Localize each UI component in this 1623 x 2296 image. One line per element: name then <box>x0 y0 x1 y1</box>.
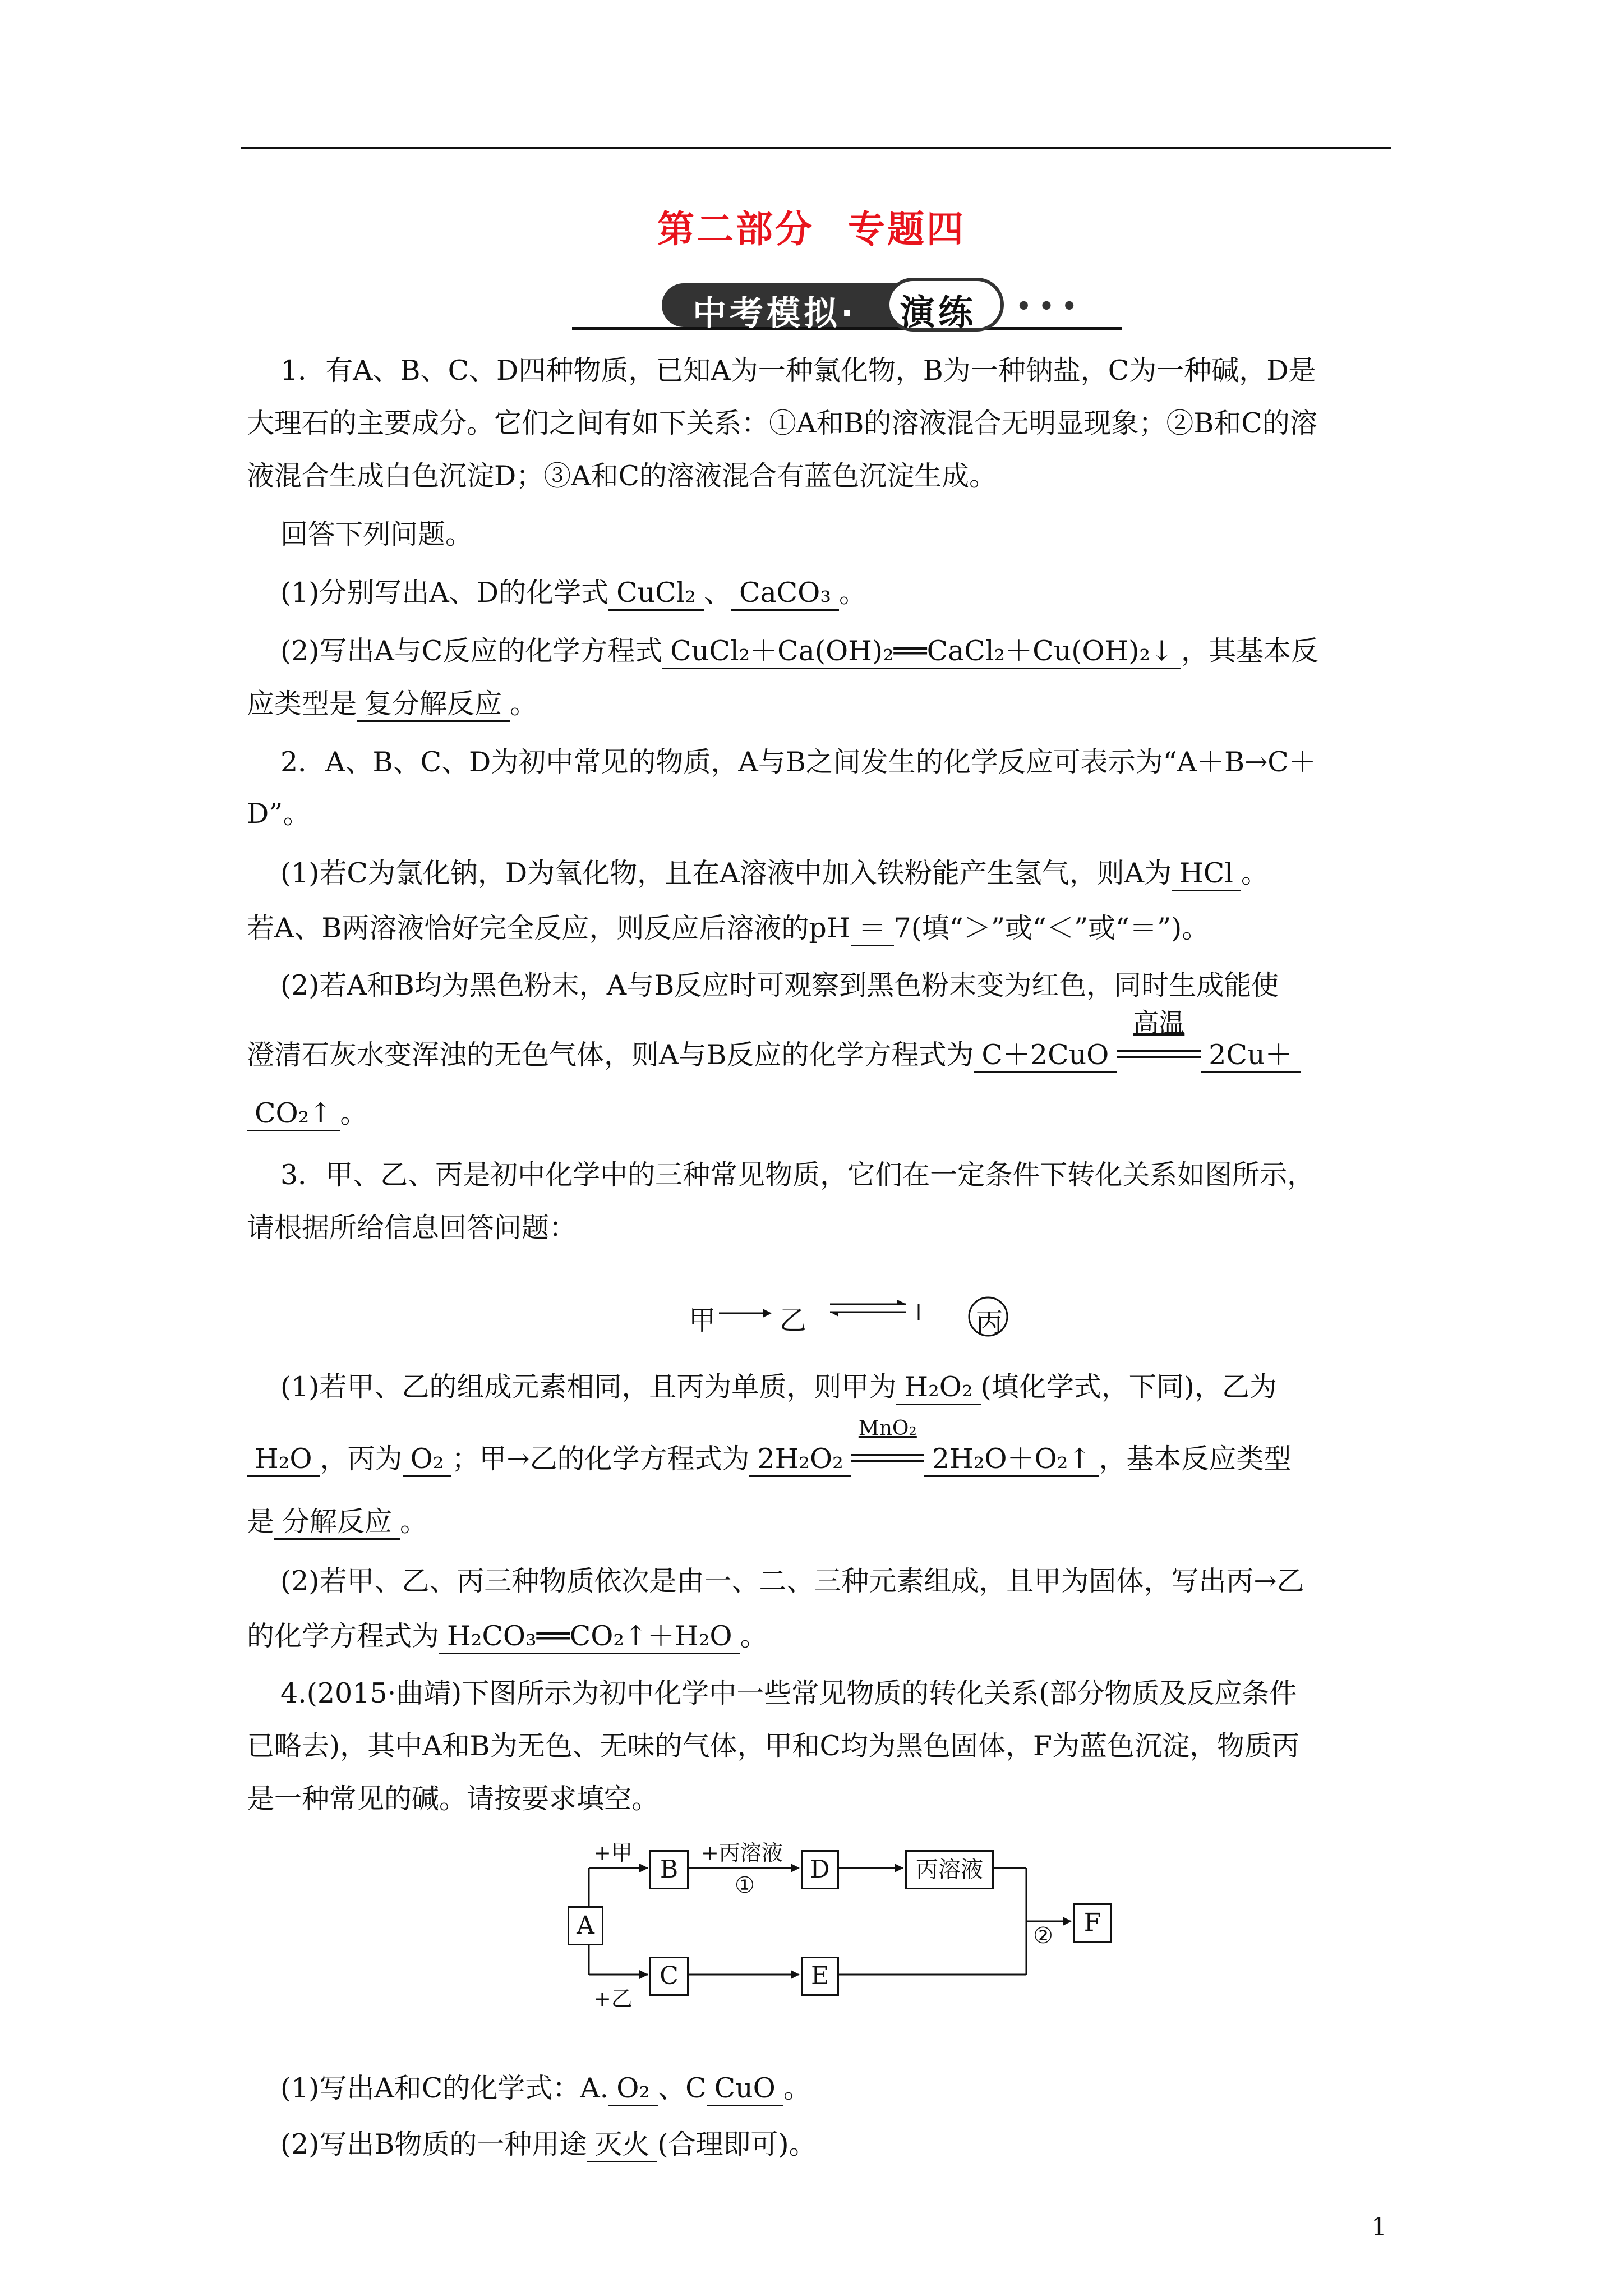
q1-part1 <box>280 574 1424 611</box>
q4-flow-diagram <box>566 1834 1127 2047</box>
q2-p2-line3-end: 。 <box>340 1097 368 1129</box>
q3-p2-line2-text: 的化学方程式为 <box>247 1620 440 1652</box>
q3-answer-eq-right: 2H₂O＋O₂↑ <box>924 1443 1099 1477</box>
q4-label-plus-jia: +甲 <box>593 1841 633 1865</box>
q3-part2-line2 <box>247 1618 1391 1655</box>
q4-node-d: D <box>801 1850 839 1889</box>
q1-part2 <box>280 633 1424 670</box>
q4-p2-end: (合理即可)。 <box>657 2128 817 2160</box>
q3-node-bing: 丙 <box>976 1307 1003 1338</box>
q4-node-c: C <box>649 1957 689 1996</box>
q4-line3: 是一种常见的碱。请按要求填空。 <box>247 1783 660 1815</box>
page-title <box>0 199 1623 252</box>
q4-node-e: E <box>801 1957 839 1996</box>
q2-p2-line2-text: 澄清石灰水变浑浊的无色气体，则A与B反应的化学方程式为 <box>247 1039 974 1071</box>
q4-node-b: B <box>649 1850 689 1889</box>
q3-part2-line1: (2)若甲、乙、丙三种物质依次是由一、二、三种元素组成，且甲为固体，写出丙→乙 <box>280 1565 1304 1597</box>
q1-p2-line2-end: 。 <box>510 688 538 720</box>
q4-label-step1: ① <box>735 1872 755 1898</box>
q1-p2-text: (2)写出A与C反应的化学方程式 <box>280 635 663 667</box>
q3-node-jia: 甲 <box>689 1305 716 1336</box>
q4-node-bing-solution: 丙溶液 <box>905 1850 994 1889</box>
q3-diagram-arrows <box>684 1287 1021 1338</box>
q3-condition <box>851 1417 924 1462</box>
q1-line4: 回答下列问题。 <box>280 518 473 550</box>
q4-p2-text: (2)写出B物质的一种用途 <box>280 2128 587 2160</box>
q1-p2-end: ，其基本反 <box>1181 635 1319 667</box>
q3-p1-line3-end: 。 <box>400 1506 428 1538</box>
q1-line3: 液混合生成白色沉淀D；③A和C的溶液混合有蓝色沉淀生成。 <box>247 460 997 492</box>
q4-label-plus-yi: +乙 <box>593 1986 633 2011</box>
q2-part2-line3 <box>247 1095 1391 1132</box>
q2-line2: D”。 <box>247 798 311 830</box>
q3-condition-text: MnO₂ <box>858 1417 917 1440</box>
q1-answer-d: CaCO₃ <box>731 577 839 611</box>
q4-p1-text: (1)写出A和C的化学式：A. <box>280 2072 609 2104</box>
q3-part1-line2 <box>247 1417 1391 1478</box>
section-banner <box>572 278 1122 334</box>
q4-answer-c: CuO <box>707 2072 783 2106</box>
q1-line1: 1．有A、B、C、D四种物质，已知A为一种氯化物，B为一种钠盐，C为一种碱，D是 <box>280 355 1316 386</box>
q4-label-step2: ② <box>1033 1923 1053 1949</box>
q3-answer-yi: H₂O <box>247 1443 320 1477</box>
q2-part1 <box>280 855 1424 892</box>
q2-answer-a: HCl <box>1172 857 1241 891</box>
q3-line1: 3．甲、乙、丙是初中化学中的三种常见物质，它们在一定条件下转化关系如图所示， <box>280 1159 1315 1191</box>
q1-part2-line2 <box>247 685 1391 723</box>
q2-condition-text: 高温 <box>1133 1007 1185 1038</box>
q2-condition <box>1117 1007 1201 1058</box>
q2-answer-ph: ＝ <box>851 912 894 946</box>
q3-p1-end: (填化学式，下同)，乙为 <box>980 1371 1277 1403</box>
title-part2: 专题四 <box>848 208 966 251</box>
q3-part1-line1 <box>280 1369 1424 1406</box>
q3-diagram <box>684 1287 1021 1338</box>
banner-left-text: 中考模拟· <box>693 294 857 333</box>
q3-answer-eq-left: 2H₂O₂ <box>749 1443 851 1477</box>
q4-p1-end: 。 <box>783 2072 811 2104</box>
header-rule <box>241 147 1391 149</box>
q1-answer-a: CuCl₂ <box>608 577 704 611</box>
q3-answer-type: 分解反应 <box>274 1506 400 1540</box>
q3-answer-equation: H₂CO₃══CO₂↑＋H₂O <box>439 1620 740 1654</box>
q2-answer-eq-right: 2Cu＋ <box>1201 1039 1300 1073</box>
q2-part2-line1: (2)若A和B均为黑色粉末，A与B反应时可观察到黑色粉末变为红色，同时生成能使 <box>280 969 1279 1001</box>
q3-p1-mid2: ；甲→乙的化学方程式为 <box>451 1443 750 1475</box>
q3-p1-line3-text: 是 <box>247 1506 275 1538</box>
q3-p1-mid3: ，基本反应类型 <box>1099 1443 1292 1475</box>
q4-p1-mid: 、C <box>658 2072 707 2104</box>
q3-line2: 请根据所给信息回答问题： <box>247 1212 577 1244</box>
q3-p2-end: 。 <box>740 1620 768 1652</box>
q2-line1: 2．A、B、C、D为初中常见的物质，A与B之间发生的化学反应可表示为“A＋B→C＋ <box>280 746 1316 778</box>
title-part1: 第二部分 <box>657 208 814 251</box>
q2-part2-line2 <box>247 1007 1391 1074</box>
q3-answer-bing: O₂ <box>403 1443 452 1477</box>
q2-answer-eq-left: C＋2CuO <box>974 1039 1117 1073</box>
q2-p1-end: 。 <box>1241 857 1269 889</box>
q2-p1b-text: 若A、B两溶液恰好完全反应，则反应后溶液的pH <box>247 912 851 944</box>
q4-answer-use: 灭火 <box>587 2128 657 2162</box>
q4-node-f: F <box>1073 1903 1112 1943</box>
q1-answer-equation: CuCl₂＋Ca(OH)₂══CaCl₂＋Cu(OH)₂↓ <box>662 635 1181 669</box>
q2-p1-text: (1)若C为氯化钠，D为氧化物，且在A溶液中加入铁粉能产生氢气，则A为 <box>280 857 1172 889</box>
q2-answer-co2: CO₂↑ <box>247 1097 340 1131</box>
q1-p1-end: 。 <box>838 577 866 609</box>
q1-p2-line2-text: 应类型是 <box>247 688 357 720</box>
q4-part2 <box>280 2126 1424 2163</box>
q2-p1b-end: 7(填“＞”或“＜”或“＝”)。 <box>893 912 1210 944</box>
banner-dots: ••• <box>1015 290 1084 324</box>
q3-part1-line3 <box>247 1503 1391 1540</box>
page-number: 1 <box>1371 2213 1387 2242</box>
q1-line2: 大理石的主要成分。它们之间有如下关系：①A和B的溶液混合无明显现象；②B和C的溶 <box>247 407 1317 439</box>
q4-label-plus-bing: +丙溶液 <box>701 1841 783 1865</box>
q1-answer-type: 复分解反应 <box>357 688 510 722</box>
q3-node-yi: 乙 <box>780 1305 807 1336</box>
banner-right-text: 演练 <box>900 292 977 333</box>
q3-p1-mid: ，丙为 <box>320 1443 403 1475</box>
q1-p1-text: (1)分别写出A、D的化学式 <box>280 577 609 609</box>
q4-line2: 已略去)，其中A和B为无色、无味的气体，甲和C均为黑色固体，F为蓝色沉淀，物质丙 <box>247 1730 1300 1762</box>
q4-line1: 4.(2015·曲靖)下图所示为初中化学中一些常见物质的转化关系(部分物质及反应条件 <box>280 1677 1297 1709</box>
q3-answer-jia: H₂O₂ <box>896 1371 980 1405</box>
q4-node-a: A <box>568 1906 603 1945</box>
q1-p1-sep: 、 <box>703 577 731 609</box>
q2-part1-line2 <box>247 910 1391 947</box>
q4-answer-a: O₂ <box>608 2072 658 2106</box>
q4-part1 <box>280 2070 1424 2107</box>
q3-p1-text: (1)若甲、乙的组成元素相同，且丙为单质，则甲为 <box>280 1371 897 1403</box>
